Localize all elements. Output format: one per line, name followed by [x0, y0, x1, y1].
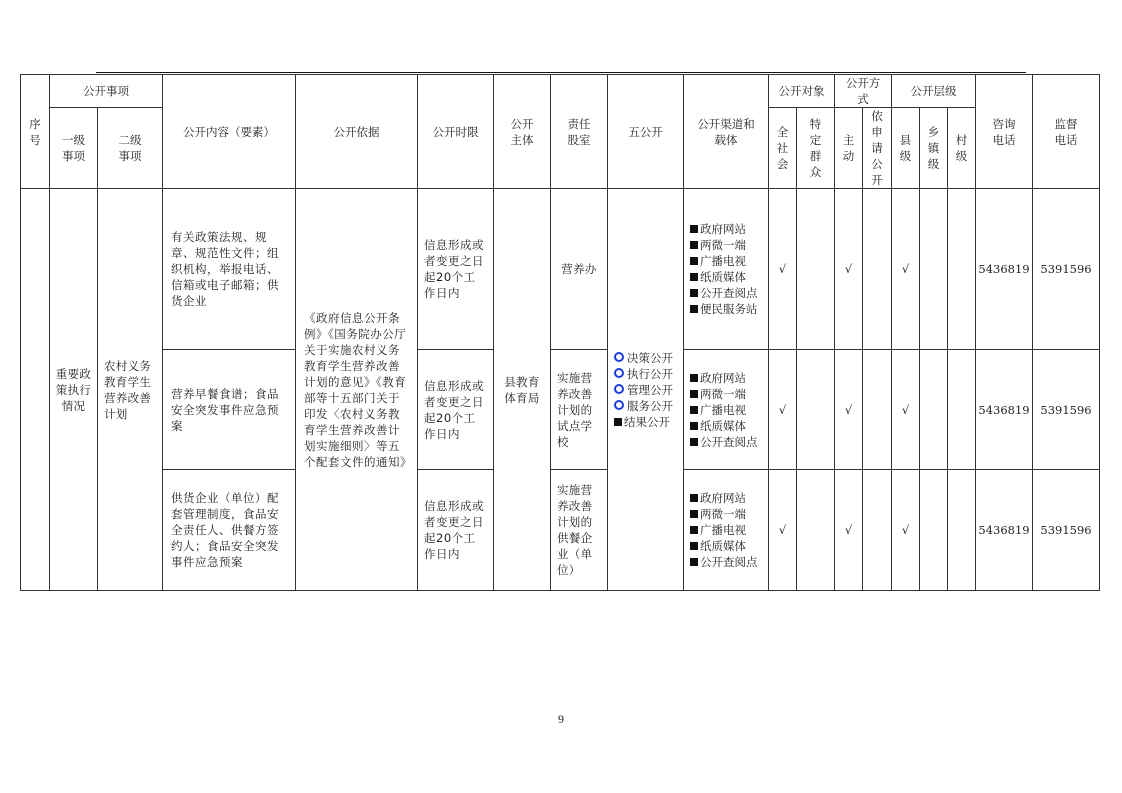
col-xiangzhen: 乡 镇 级 — [920, 108, 948, 189]
wugongkai-item: 执行公开 — [614, 366, 677, 382]
neirong-cell: 供货企业（单位）配套管理制度，食品安全责任人、供餐方签约人；食品安全突发事件应急预案 — [163, 470, 296, 591]
yiju-cell: 《政府信息公开条例》《国务院办公厅关于实施农村义务教育学生营养改善计划的意见》《教育部等十五部门关于印发〈农村义务教育学生营养改善计划实施细则〉等五个配套文件的通知》 — [296, 189, 418, 591]
col-jiandu: 监督 电话 — [1033, 75, 1100, 189]
qudao-item: 纸质媒体 — [690, 538, 762, 554]
zhudong-mark: √ — [835, 350, 863, 470]
square-bullet-icon — [690, 241, 698, 249]
qudao-item: 两微一端 — [690, 237, 762, 253]
col-seq: 序 号 — [21, 75, 50, 189]
circle-bullet-icon — [614, 368, 624, 378]
col-duixiang: 公开对象 — [769, 75, 835, 108]
col-fangshi: 公开方 式 — [835, 75, 892, 108]
col-erji: 二级 事项 — [98, 108, 163, 189]
yiji-cell: 重要政策执行情况 — [50, 189, 98, 591]
gushi-cell: 实施营养改善计划的试点学校 — [551, 350, 608, 470]
qudao-cell — [684, 470, 769, 591]
qudao-item: 两微一端 — [690, 506, 762, 522]
quanshehui-mark: √ — [769, 350, 797, 470]
wugongkai-item: 结果公开 — [614, 414, 677, 430]
shixian-cell: 信息形成或者变更之日起20个工作日内 — [418, 189, 494, 350]
xianji-mark: √ — [892, 470, 920, 591]
page-number: 9 — [558, 712, 564, 726]
square-bullet-icon — [690, 494, 698, 502]
zhuti-cell: 县教育体育局 — [494, 189, 551, 591]
top-rule — [96, 72, 1026, 73]
neirong-cell: 有关政策法规、规章、规范性文件；组织机构，举报电话、信箱或电子邮箱；供货企业 — [163, 189, 296, 350]
col-yishenqing: 依 申 请 公 开 — [863, 108, 892, 189]
square-bullet-icon — [690, 526, 698, 534]
square-bullet-icon — [690, 510, 698, 518]
col-zixun: 咨询 电话 — [976, 75, 1033, 189]
col-cengji: 公开层级 — [892, 75, 976, 108]
quanshehui-mark: √ — [769, 470, 797, 591]
disclosure-table — [20, 74, 1100, 591]
zixun-phone: 5436819 — [976, 350, 1033, 470]
zixun-phone: 5436819 — [976, 189, 1033, 350]
square-bullet-icon — [690, 289, 698, 297]
xianji-mark: √ — [892, 350, 920, 470]
circle-bullet-icon — [614, 400, 624, 410]
wugongkai-item: 服务公开 — [614, 398, 677, 414]
col-xianji: 县 级 — [892, 108, 920, 189]
zixun-phone: 5436819 — [976, 470, 1033, 591]
qudao-item: 公开查阅点 — [690, 554, 762, 570]
qudao-cell — [684, 189, 769, 350]
table-row — [21, 350, 1100, 470]
yishenqing-mark — [863, 350, 892, 470]
tedingqunzhong-mark — [797, 189, 835, 350]
jiandu-phone: 5391596 — [1033, 470, 1100, 591]
qudao-item: 纸质媒体 — [690, 418, 762, 434]
square-bullet-icon — [690, 273, 698, 281]
tedingqunzhong-mark — [797, 350, 835, 470]
yishenqing-mark — [863, 189, 892, 350]
xiangzhen-mark — [920, 189, 948, 350]
cunji-mark — [948, 189, 976, 350]
qudao-item: 广播电视 — [690, 522, 762, 538]
seq-cell — [21, 189, 50, 591]
circle-bullet-icon — [614, 384, 624, 394]
qudao-item: 公开查阅点 — [690, 434, 762, 450]
table-row — [21, 470, 1100, 591]
col-gushi: 责任 股室 — [551, 75, 608, 189]
col-yiji: 一级 事项 — [50, 108, 98, 189]
gushi-cell: 营养办 — [551, 189, 608, 350]
col-gongkai-shixiang: 公开事项 — [50, 75, 163, 108]
col-cunji: 村 级 — [948, 108, 976, 189]
tedingqunzhong-mark — [797, 470, 835, 591]
jiandu-phone: 5391596 — [1033, 189, 1100, 350]
col-shixian: 公开时限 — [418, 75, 494, 189]
qudao-item: 广播电视 — [690, 402, 762, 418]
yishenqing-mark — [863, 470, 892, 591]
col-neirong: 公开内容（要素） — [163, 75, 296, 189]
square-bullet-icon — [690, 438, 698, 446]
wugongkai-item: 管理公开 — [614, 382, 677, 398]
square-bullet-icon — [690, 542, 698, 550]
cunji-mark — [948, 470, 976, 591]
col-tedingqunzhong: 特 定 群 众 — [797, 108, 835, 189]
jiandu-phone: 5391596 — [1033, 350, 1100, 470]
col-wugongkai: 五公开 — [608, 75, 684, 189]
qudao-item: 便民服务站 — [690, 301, 762, 317]
xiangzhen-mark — [920, 350, 948, 470]
qudao-item: 公开查阅点 — [690, 285, 762, 301]
qudao-item: 政府网站 — [690, 221, 762, 237]
wugongkai-cell — [608, 189, 684, 591]
circle-bullet-icon — [614, 352, 624, 362]
zhudong-mark: √ — [835, 470, 863, 591]
wugongkai-item: 决策公开 — [614, 350, 677, 366]
square-bullet-icon — [690, 374, 698, 382]
col-qudao: 公开渠道和 载体 — [684, 75, 769, 189]
qudao-item: 纸质媒体 — [690, 269, 762, 285]
square-bullet-icon — [690, 305, 698, 313]
neirong-cell: 营养早餐食谱；食品安全突发事件应急预案 — [163, 350, 296, 470]
square-bullet-icon — [690, 225, 698, 233]
square-bullet-icon — [690, 406, 698, 414]
shixian-cell: 信息形成或者变更之日起20个工作日内 — [418, 350, 494, 470]
col-yiju: 公开依据 — [296, 75, 418, 189]
square-bullet-icon — [690, 422, 698, 430]
header-row-1 — [21, 75, 1100, 108]
square-bullet-icon — [614, 418, 622, 426]
zhudong-mark: √ — [835, 189, 863, 350]
qudao-item: 广播电视 — [690, 253, 762, 269]
shixian-cell: 信息形成或者变更之日起20个工作日内 — [418, 470, 494, 591]
quanshehui-mark: √ — [769, 189, 797, 350]
square-bullet-icon — [690, 257, 698, 265]
xiangzhen-mark — [920, 470, 948, 591]
qudao-item: 两微一端 — [690, 386, 762, 402]
qudao-item: 政府网站 — [690, 490, 762, 506]
col-zhuti: 公开 主体 — [494, 75, 551, 189]
qudao-item: 政府网站 — [690, 370, 762, 386]
square-bullet-icon — [690, 390, 698, 398]
gushi-cell: 实施营养改善计划的供餐企业（单位） — [551, 470, 608, 591]
table-row — [21, 189, 1100, 350]
col-quanshehui: 全 社 会 — [769, 108, 797, 189]
cunji-mark — [948, 350, 976, 470]
square-bullet-icon — [690, 558, 698, 566]
qudao-cell — [684, 350, 769, 470]
erji-cell: 农村义务教育学生营养改善计划 — [98, 189, 163, 591]
xianji-mark: √ — [892, 189, 920, 350]
col-zhudong: 主 动 — [835, 108, 863, 189]
